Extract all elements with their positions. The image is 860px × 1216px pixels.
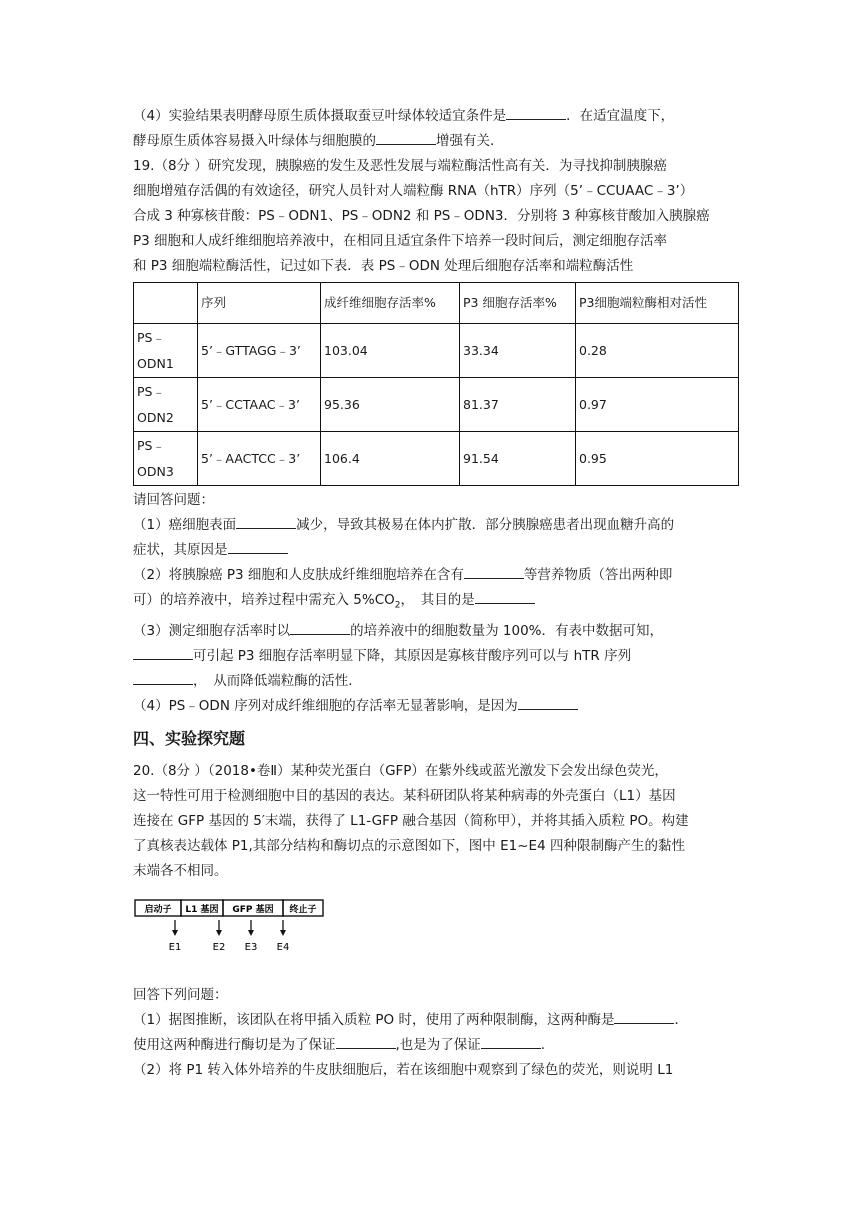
svg-text:E3: E3 bbox=[244, 941, 258, 953]
q19-part1: （1）癌细胞表面 减少，导致其极易在体内扩散．部分胰腺癌患者出现血糖升高的 bbox=[133, 513, 743, 538]
answer-blank[interactable] bbox=[336, 1034, 396, 1049]
svg-text:E1: E1 bbox=[168, 941, 182, 953]
answer-blank[interactable] bbox=[464, 564, 524, 579]
table-header-cell: P3细胞端粒酶相对活性 bbox=[576, 283, 739, 324]
q19-stem: 细胞增殖存活偶的有效途径，研究人员针对人端粒酶 RNA（hTR）序列（5’﹣CCUAAC﹣3’） bbox=[133, 183, 694, 199]
svg-text:E4: E4 bbox=[276, 941, 290, 953]
answer-blank[interactable] bbox=[133, 645, 193, 660]
q20-part2: （2）将 P1 转入体外培养的牛皮肤细胞后，若在该细胞中观察到了绿色的荧光，则说明 L1 bbox=[133, 1061, 674, 1078]
answer-blank[interactable] bbox=[236, 514, 296, 529]
q18-part4-line2: 酵母原生质体容易摄入叶绿体与细胞膜的 增强有关. bbox=[133, 129, 743, 154]
table-row bbox=[134, 378, 739, 432]
section-heading: 四、实验探究题 bbox=[133, 728, 246, 748]
table-cell: 0.28 bbox=[576, 324, 739, 378]
q19-stem: 和 P3 细胞端粒酶活性，记过如下表．表 PS﹣ODN 处理后细胞存活率和端粒酶活性 bbox=[133, 258, 634, 274]
q20-stem: 这一特性可用于检测细胞中目的基因的表达。某科研团队将某种病毒的外壳蛋白（L1）基因 bbox=[133, 787, 676, 804]
results-table bbox=[133, 282, 739, 486]
q20-stem: 末端各不相同。 bbox=[133, 862, 228, 879]
table-cell: 33.34 bbox=[460, 324, 576, 378]
q20-part1: （1）据图推断，该团队在将甲插入质粒 PO 时，使用了两种限制酶，这两种酶是 ． bbox=[133, 1008, 743, 1033]
table-cell: PS﹣ODN3 bbox=[134, 432, 198, 486]
q19-stem: P3 细胞和人成纤维细胞培养液中，在相同且适宜条件下培养一段时间后，测定细胞存活率 bbox=[133, 233, 668, 249]
q20-part1-cont: 使用这两种酶进行酶切是为了保证 ,也是为了保证 . bbox=[133, 1033, 743, 1058]
q19-part2: （2）将胰腺癌 P3 细胞和人皮肤成纤维细胞培养在含有 等营养物质（答出两种即 bbox=[133, 563, 743, 588]
table-cell: 5’﹣GTTAGG﹣3’ bbox=[198, 324, 321, 378]
segment-label: GFP 基因 bbox=[232, 904, 274, 915]
answer-blank[interactable] bbox=[133, 670, 193, 685]
document-body bbox=[133, 104, 743, 1083]
svg-text:E2: E2 bbox=[212, 941, 226, 953]
table-cell: 91.54 bbox=[460, 432, 576, 486]
table-header-cell: 成纤维细胞存活率% bbox=[321, 283, 460, 324]
table-cell: PS﹣ODN2 bbox=[134, 378, 198, 432]
q18-part4-line1: （4）实验结果表明酵母原生质体摄取蚕豆叶绿体较适宜条件是 ．在适宜温度下， bbox=[133, 104, 743, 129]
q20-prompt: 回答下列问题： bbox=[133, 986, 228, 1003]
vector-diagram bbox=[133, 898, 743, 967]
answer-blank[interactable] bbox=[506, 105, 566, 120]
table-cell: 0.97 bbox=[576, 378, 739, 432]
table-cell: PS﹣ODN1 bbox=[134, 324, 198, 378]
cut-site-e2 bbox=[213, 920, 226, 953]
answer-blank[interactable] bbox=[614, 1009, 674, 1024]
q19-part3-cont: 可引起 P3 细胞存活率明显下降，其原因是寡核苷酸序列可以与 hTR 序列 bbox=[133, 644, 743, 669]
table-cell: 106.4 bbox=[321, 432, 460, 486]
q20-stem: 连接在 GFP 基因的 5′末端，获得了 L1-GFP 融合基因（简称甲），并将其插入质粒 PO。构建 bbox=[133, 812, 689, 829]
q19-part3: （3）测定细胞存活率时以 的培养液中的细胞数量为 100%．有表中数据可知， bbox=[133, 619, 743, 644]
cut-site-e4 bbox=[277, 920, 290, 953]
table-cell: 81.37 bbox=[460, 378, 576, 432]
cut-site-e1 bbox=[169, 920, 182, 953]
table-header-cell: P3 细胞存活率% bbox=[460, 283, 576, 324]
q19-part3-cont2: ， 从而降低端粒酶的活性. bbox=[133, 669, 743, 694]
table-row bbox=[134, 324, 739, 378]
table-header-row bbox=[134, 283, 739, 324]
cut-site-e3 bbox=[245, 920, 258, 953]
q19-stem: 19.（8分 ）研究发现，胰腺癌的发生及恶性发展与端粒酶活性高有关．为寻找抑制胰腺癌 bbox=[133, 158, 667, 174]
q19-part2-cont: 可）的培养液中，培养过程中需充入 $5\%CO_2$， 其目的是 bbox=[133, 588, 743, 619]
table-cell: 5’﹣CCTAAC﹣3’ bbox=[198, 378, 321, 432]
q19-stem: 合成 3 种寡核苷酸：PS﹣ODN1、PS﹣ODN2 和 PS﹣ODN3．分别将 3 种寡核苷酸加入胰腺癌 bbox=[133, 208, 710, 224]
q20-stem: 了真核表达载体 P1,其部分结构和酶切点的示意图如下，图中 E1~E4 四种限制酶产生的黏性 bbox=[133, 837, 685, 854]
table-header-cell: 序列 bbox=[198, 283, 321, 324]
answer-blank[interactable] bbox=[481, 1034, 541, 1049]
table-cell: 103.04 bbox=[321, 324, 460, 378]
segment-label: L1 基因 bbox=[185, 904, 219, 915]
answer-blank[interactable] bbox=[518, 695, 578, 710]
q20-stem: 20.（8分 ）（2018•卷Ⅱ）某种荧光蛋白（GFP）在紫外线或蓝光激发下会发出绿色荧光， bbox=[133, 762, 668, 779]
table-cell: 5’﹣AACTCC﹣3’ bbox=[198, 432, 321, 486]
segment-label: 启动子 bbox=[144, 904, 172, 915]
segment-label: 终止子 bbox=[289, 904, 317, 915]
q19-part1-cont: 症状，其原因是 bbox=[133, 538, 743, 563]
vector-diagram-svg bbox=[133, 898, 333, 958]
answer-blank[interactable] bbox=[228, 539, 288, 554]
table-cell: 95.36 bbox=[321, 378, 460, 432]
table-header-cell bbox=[134, 283, 198, 324]
table-cell: 0.95 bbox=[576, 432, 739, 486]
table-row bbox=[134, 432, 739, 486]
answer-blank[interactable] bbox=[475, 589, 535, 604]
q19-part4: （4）PS﹣ODN 序列对成纤维细胞的存活率无显著影响，是因为 bbox=[133, 694, 743, 719]
answer-blank[interactable] bbox=[290, 620, 350, 635]
answer-blank[interactable] bbox=[376, 130, 436, 145]
q19-prompt: 请回答问题： bbox=[133, 492, 214, 508]
